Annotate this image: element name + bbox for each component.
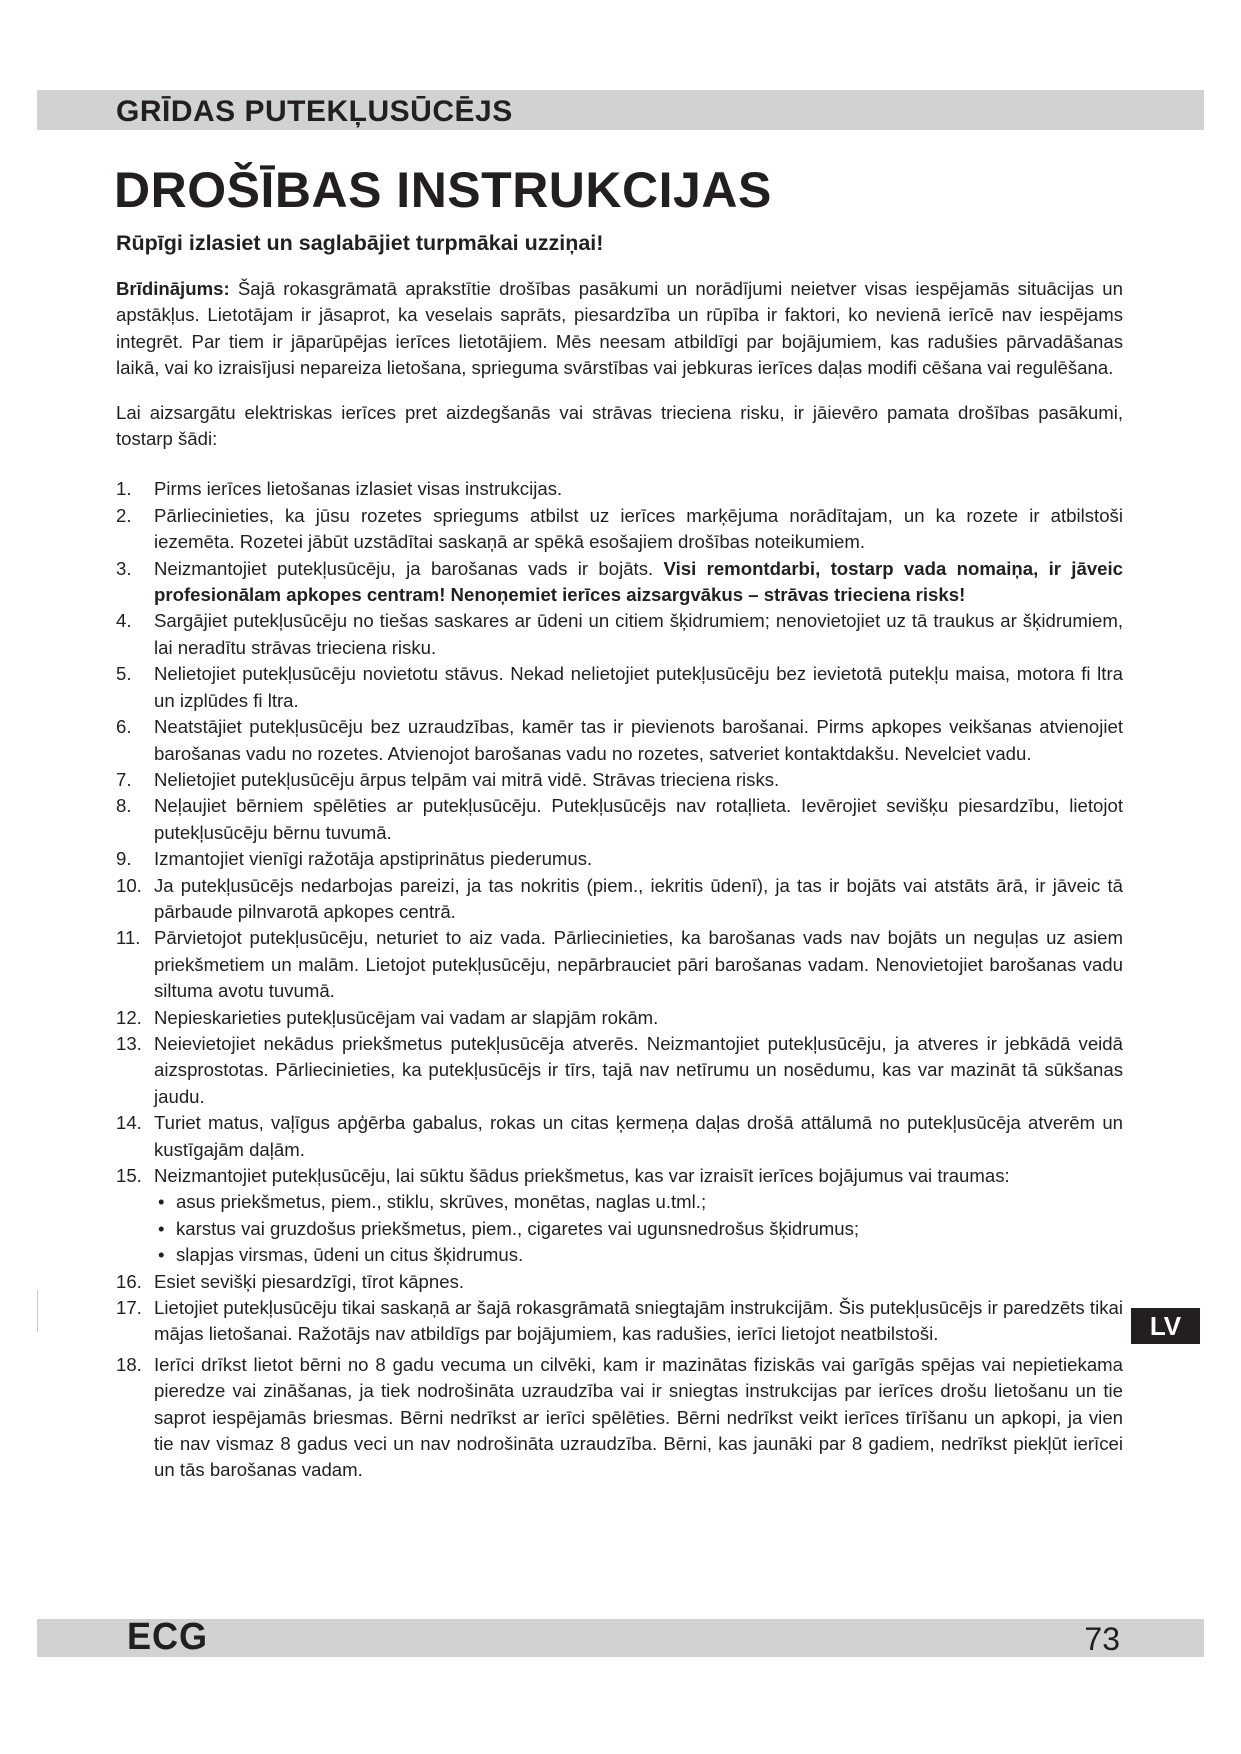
warning-text: Šajā rokasgrāmatā aprakstītie drošības pasākumi un norādījumi neietver visas iespējamās situācijas un apstākļus. Lietotājam ir jāsaprot, ka veselais saprāts, piesardzība un rūpība ir faktori, ko nevienā ierīcē nav iespējams integrēt. Par tiem ir jāparūpējas ierīces lietotājiem. Mēs neesam atbildīgi par bojājumiem, kas radušies pārvadāšanas laikā, vai ko izraisījusi nepareiza lietošana, sprieguma svārstības vai jebkuras ierīces daļas modifi cēšana vai regulēšana. bbox=[116, 278, 1123, 379]
rule-text: Lietojiet putekļusūcēju tikai saskaņā ar šajā rokasgrāmatā sniegtajām instrukcijām. Šis putekļusūcējs ir paredzēts tikai mājas lietošanai. Ražotājs nav atbildīgs par bojājumiem, kas radušies, ierīci lietojot neatbilstoši. bbox=[154, 1297, 1123, 1345]
rule-item bbox=[116, 846, 1123, 872]
margin-rule bbox=[37, 1290, 38, 1332]
sublist-item bbox=[154, 1216, 1123, 1242]
footer-bar bbox=[37, 1619, 1204, 1657]
header-title: GRĪDAS PUTEKĻUSŪCĒJS bbox=[116, 95, 513, 128]
rule-text: Nelietojiet putekļusūcēju novietotu stāvus. Nekad nelietojiet putekļusūcēju bez ievietotā putekļu maisa, motora fi ltra un izplūdes fi ltra. bbox=[154, 663, 1123, 711]
rule-text: Neizmantojiet putekļusūcēju, ja barošanas vads ir bojāts. bbox=[154, 557, 654, 579]
warning-paragraph bbox=[116, 276, 1123, 382]
rule-item bbox=[116, 661, 1123, 714]
rule-text: Neizmantojiet putekļusūcēju, lai sūktu šādus priekšmetus, kas var izraisīt ierīces bojājumus vai traumas: bbox=[154, 1165, 1010, 1186]
rule-number: 6. bbox=[116, 716, 132, 738]
rule-number: 4. bbox=[116, 610, 132, 632]
rule-text: Nepieskarieties putekļusūcējam vai vadam ar slapjām rokām. bbox=[154, 1006, 659, 1028]
rule-text: Ierīci drīkst lietot bērni no 8 gadu vecuma un cilvēki, kam ir mazinātas fiziskās vai garīgās spējas vai nepietiekama pieredze vai zināšanas, ja tiek nodrošināta uzraudzība vai ir sniegtas instrukcijas par ierīces drošu lietošanu un tie saprot iespējamās briesmas. Bērni nedrīkst ar ierīci spēlēties. Bērni nedrīkst veikt ierīces tīrīšanu un apkopi, ja vien tie nav vismaz 8 gadus veci un nav nodrošināta uzraudzība. Bērni, kas jaunāki par 8 gadiem, nedrīkst piekļūt ierīcei un tās barošanas vadam. bbox=[154, 1353, 1123, 1481]
rule-item bbox=[116, 503, 1123, 556]
rule-number: 15. bbox=[116, 1165, 142, 1186]
rule-text: Pārvietojot putekļusūcēju, neturiet to aiz vada. Pārliecinieties, ka barošanas vads nav bojāts un neguļas uz asiem priekšmetiem un malām. Lietojot putekļusūcēju, nepārbrauciet pāri barošanas vadam. Nenovietojiet barošanas vadu siltuma avotu tuvumā. bbox=[154, 927, 1123, 1002]
rule-number: 13. bbox=[116, 1032, 142, 1054]
sublist-item bbox=[154, 1242, 1123, 1268]
rule-text: Sargājiet putekļusūcēju no tiešas saskares ar ūdeni un citiem šķidrumiem; nenovietojiet uz tā traukus ar šķidrumiem, lai neradītu strāvas trieciena risku. bbox=[154, 610, 1123, 658]
rule-item bbox=[116, 1352, 1123, 1484]
page-number: 73 bbox=[1084, 1621, 1120, 1657]
rule-bold-warning: Visi remontdarbi, tostarp vada nomaiņa, ir jāveic profesionālam apkopes centram! Nenoņemiet ierīces aizsargvākus – strāvas trieciena risks! bbox=[154, 557, 1124, 606]
rule-number: 11. bbox=[116, 927, 141, 949]
rule-number: 5. bbox=[116, 663, 132, 685]
rule-text: Neļaujiet bērniem spēlēties ar putekļusūcēju. Putekļusūcējs nav rotaļlieta. Ievērojiet sevišķu piesardzību, lietojot putekļusūcēju bērnu tuvumā. bbox=[154, 795, 1123, 843]
page-title: DROŠĪBAS INSTRUKCIJAS bbox=[114, 162, 772, 218]
rule-text: Pirms ierīces lietošanas izlasiet visas instrukcijas. bbox=[154, 478, 563, 500]
rule-item bbox=[116, 556, 1123, 609]
rule-text: Nelietojiet putekļusūcēju ārpus telpām vai mitrā vidē. Strāvas trieciena risks. bbox=[154, 768, 780, 790]
rule-text: Turiet matus, vaļīgus apģērba gabalus, rokas un citas ķermeņa daļas drošā attālumā no putekļusūcēja atverēm un kustīgajām daļām. bbox=[154, 1112, 1123, 1160]
rule-number: 12. bbox=[116, 1006, 142, 1028]
content bbox=[116, 276, 1123, 1484]
rule-item bbox=[116, 714, 1123, 767]
sublist-text: asus priekšmetus, piem., stiklu, skrūves, monētas, naglas u.tml.; bbox=[176, 1191, 707, 1213]
rule-number: 3. bbox=[116, 557, 132, 579]
rule-item bbox=[116, 1269, 1123, 1295]
subtitle: Rūpīgi izlasiet un saglabājiet turpmākai uzziņai! bbox=[116, 231, 604, 255]
rule-item bbox=[116, 1031, 1123, 1110]
rule-text: Neatstājiet putekļusūcēju bez uzraudzības, kamēr tas ir pievienots barošanai. Pirms apkopes veikšanas atvienojiet barošanas vadu no rozetes. Atvienojot barošanas vadu no rozetes, satveriet kontaktdakšu. Nevelciet vadu. bbox=[154, 716, 1123, 764]
rule-text: Neievietojiet nekādus priekšmetus putekļusūcēja atverēs. Neizmantojiet putekļusūcēju, ja atveres ir jebkādā veidā aizsprostotas. Pārliecinieties, ka putekļusūcējs ir tīrs, tajā nav netīrumu un nosēdumu, kas var mazināt tā sūkšanas jaudu. bbox=[154, 1032, 1123, 1107]
rule-number: 14. bbox=[116, 1112, 142, 1134]
rule-number: 9. bbox=[116, 848, 132, 870]
bullet-icon: • bbox=[158, 1217, 165, 1239]
rule-number: 10. bbox=[116, 874, 142, 896]
rule-item bbox=[116, 925, 1123, 1004]
rule-item bbox=[116, 608, 1123, 661]
rule-item bbox=[116, 1295, 1123, 1348]
sublist-item bbox=[154, 1189, 1123, 1215]
rule-sublist bbox=[154, 1189, 1123, 1268]
rule-number: 8. bbox=[116, 795, 132, 817]
rule-number: 18. bbox=[116, 1353, 142, 1375]
brand-logo: ECG bbox=[127, 1616, 209, 1658]
intro-paragraph: Lai aizsargātu elektriskas ierīces pret aizdegšanās vai strāvas trieciena risku, ir jāievēro pamata drošības pasākumi, tostarp šādi: bbox=[116, 401, 1123, 450]
warning-label: Brīdinājums: bbox=[116, 278, 230, 299]
rule-number: 17. bbox=[116, 1297, 142, 1319]
sublist-text: karstus vai gruzdošus priekšmetus, piem., cigaretes vai ugunsnedrošus šķidrumus; bbox=[176, 1217, 860, 1239]
rule-text: Izmantojiet vienīgi ražotāja apstiprinātus piederumus. bbox=[154, 848, 593, 870]
rule-item bbox=[116, 1110, 1123, 1163]
safety-rules-list bbox=[116, 476, 1123, 1483]
rule-item bbox=[116, 1163, 1123, 1269]
rule-item bbox=[116, 873, 1123, 926]
rule-number: 16. bbox=[116, 1270, 142, 1292]
rule-item bbox=[116, 1005, 1123, 1031]
language-tab: LV bbox=[1131, 1308, 1200, 1344]
rule-number: 1. bbox=[116, 478, 132, 500]
rule-text: Ja putekļusūcējs nedarbojas pareizi, ja tas nokritis (piem., iekritis ūdenī), ja tas ir bojāts vai atstāts ārā, ir jāveic tā pārbaude pilnvarotā apkopes centrā. bbox=[154, 874, 1123, 922]
rule-item bbox=[116, 767, 1123, 793]
bullet-icon: • bbox=[158, 1244, 165, 1266]
rule-item bbox=[116, 476, 1123, 502]
rule-number: 2. bbox=[116, 504, 132, 526]
sublist-text: slapjas virsmas, ūdeni un citus šķidrumus. bbox=[176, 1244, 524, 1266]
rule-item bbox=[116, 793, 1123, 846]
rule-text: Esiet sevišķi piesardzīgi, tīrot kāpnes. bbox=[154, 1270, 465, 1292]
bullet-icon: • bbox=[158, 1191, 165, 1213]
rule-text: Pārliecinieties, ka jūsu rozetes spriegums atbilst uz ierīces marķējuma norādītajam, un ka rozete ir atbilstoši iezemēta. Rozetei jābūt uzstādītai saskaņā ar spēkā esošajiem drošības noteikumiem. bbox=[154, 504, 1123, 553]
rule-number: 7. bbox=[116, 768, 132, 790]
